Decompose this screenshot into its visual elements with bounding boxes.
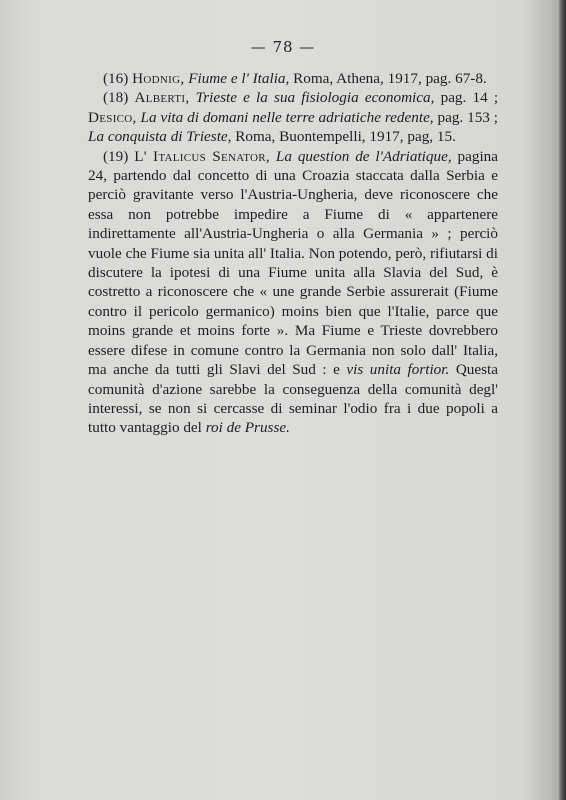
footnote-number: (16) [103,70,129,87]
footnote-number: (19) [103,147,129,165]
footnote-reference: pag. 14 ; [440,89,499,107]
footnote-author: Alberti, [134,89,190,107]
footnote-19 [88,147,498,438]
footnote-body-continued: Questa comunità d'azione sarebbe la conseguenza della comunità degl' interessi, se non si cercasse di seminar l'odio fra i due popoli a tutto vantaggio del [88,361,499,437]
footnote-closing-phrase: roi de Prusse. [205,419,290,437]
footnote-author: Hodnig, [132,70,185,87]
footnote-latin-phrase: vis unita fortior. [346,361,450,379]
footnote-body: pagina 24, partendo dal concetto di una Croazia staccata dalla Serbia e perciò gravitante verso l'Austria-Ungheria, deve riconoscere che essa non potrebbe impedire a Fiume di « appartenere indirettamente all'Austria-Ungheria o alla Germania » ; perciò vuole che Fiume sia unita all' Italia. Non potendo, però, rifiutarsi di discutere la ipotesi di una Fiume unita alla Slavia del Sud, è costretto a riconoscere che « une grande Serbie assurerait (Fiume contro il pericolo germanico) moins bien que l'Italie, parce que moins grande et moins forte ». Ma Fiume e Trieste dovrebbero essere difese in comune contro la Germania non solo dall' Italia, ma anche da tutti gli Slavi del Sud : e [88,147,499,379]
footnote-title: Fiume e l' Italia, [188,70,290,87]
footnote-title-3: La conquista di Trieste, [88,128,232,146]
footnote-title: La question de l'Adriatique, [275,147,452,165]
footnote-title-2: La vita di domani nelle terre adriatiche redente, [140,108,434,126]
footnote-reference-2: pag. 153 ; [437,108,498,126]
page-edge-shadow [557,0,566,800]
footnote-number: (18) [103,89,129,107]
page-number: — 78 — [250,38,316,56]
footnotes-block [88,69,498,438]
footnote-16 [88,69,498,88]
footnote-author-2: Desico, [88,108,137,126]
footnote-author: L' Italicus Senator, [134,147,271,165]
footnote-reference: Roma, Athena, 1917, pag. 67-8. [293,70,487,87]
footnote-title: Trieste e la sua fisiologia economica, [195,89,435,107]
footnote-reference-3: Roma, Buontempelli, 1917, pag, 15. [235,128,456,146]
footnote-18 [88,88,498,146]
